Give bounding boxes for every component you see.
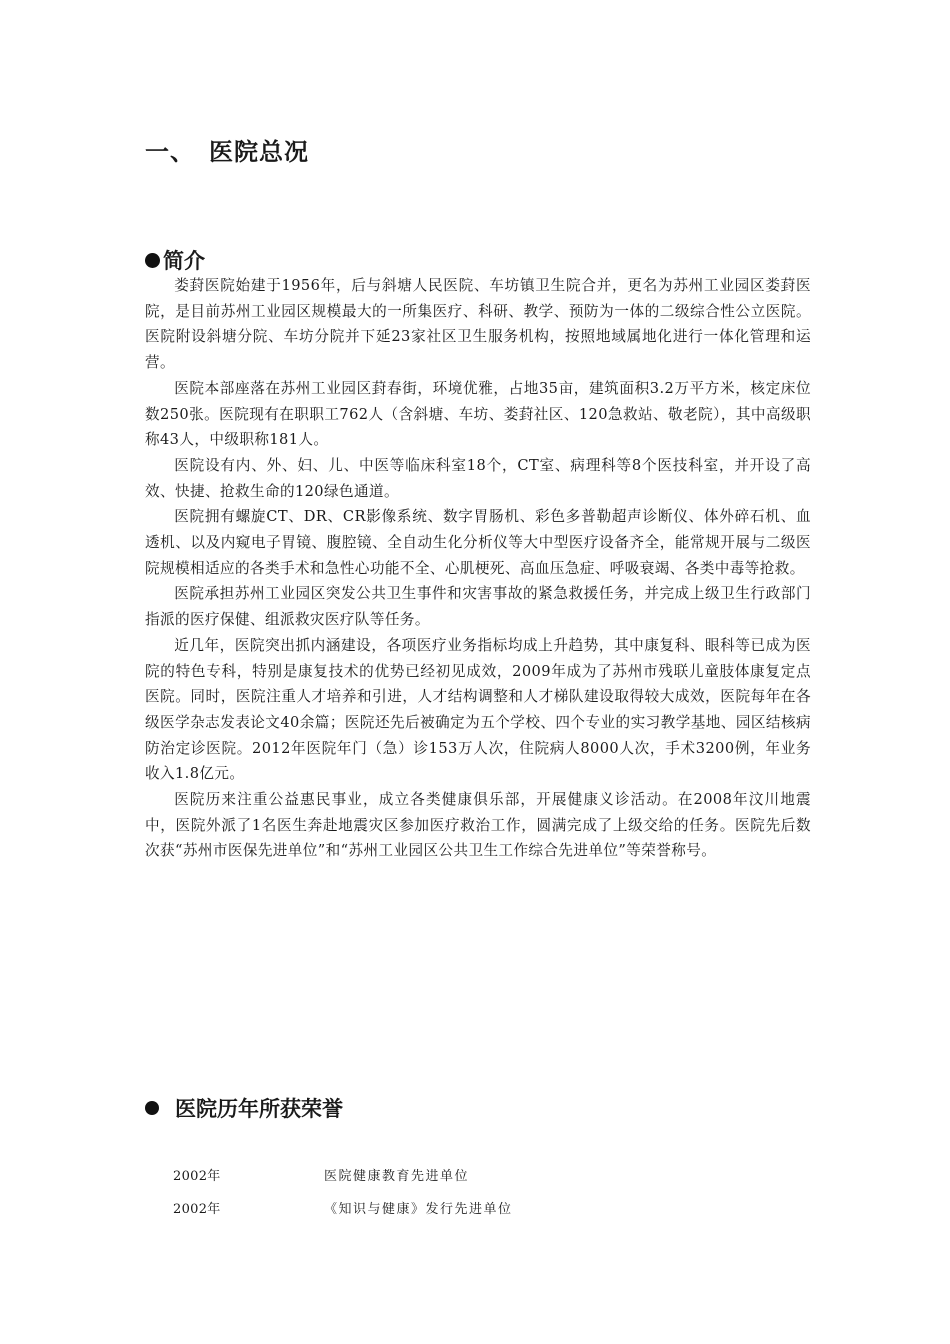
section-number: 一、 (145, 138, 195, 166)
honor-row (173, 1160, 813, 1193)
section-title (145, 136, 309, 168)
intro-paragraph: 医院历来注重公益惠民事业，成立各类健康俱乐部，开展健康义诊活动。在2008年汶川地震中，医院外派了1名医生奔赴地震灾区参加医疗救治工作，圆满完成了上级交给的任务。医院先后数次获“苏州市医保先进单位”和“苏州工业园区公共卫生工作综合先进单位”等荣誉称号。 (145, 791, 811, 860)
honors-list (173, 1160, 813, 1226)
section-title-text: 医院总况 (209, 138, 309, 166)
intro-paragraph: 医院承担苏州工业园区突发公共卫生事件和灾害事故的紧急救援任务，并完成上级卫生行政部门指派的医疗保健、组派救灾医疗队等任务。 (145, 585, 811, 629)
honor-year: 2002年 (173, 1169, 221, 1184)
intro-paragraph: 近几年，医院突出抓内涵建设，各项医疗业务指标均成上升趋势，其中康复科、眼科等已成为医院的特色专科，特别是康复技术的优势已经初见成效，2009年成为了苏州市残联儿童肢体康复定点医院。同时，医院注重人才培养和引进，人才结构调整和人才梯队建设取得较大成效，医院每年在各级医学杂志发表论文40余篇；医院还先后被确定为五个学校、四个专业的实习教学基地、园区结核病防治定诊医院。2012年医院年门（急）诊153万人次，住院病人8000人次，手术3200例，年业务收入1.8亿元。 (145, 636, 811, 783)
intro-paragraph: 娄葑医院始建于1956年，后与斜塘人民医院、车坊镇卫生院合并，更名为苏州工业园区娄葑医院，是目前苏州工业园区规模最大的一所集医疗、科研、教学、预防为一体的二级综合性公立医院。医院附设斜塘分院、车坊分院并下延23家社区卫生服务机构，按照地域属地化进行一体化管理和运营。 (145, 277, 811, 372)
intro-heading-text: 简介 (163, 249, 205, 273)
intro-paragraph: 医院本部座落在苏州工业园区葑春街，环境优雅，占地35亩，建筑面积3.2万平方米，核定床位数250张。医院现有在职职工762人（含斜塘、车坊、娄葑社区、120急救站、敬老院），其中高级职称43人，中级职称181人。 (145, 379, 811, 449)
honor-name: 《知识与健康》发行先进单位 (324, 1202, 513, 1217)
honor-row (173, 1193, 813, 1226)
honor-year: 2002年 (173, 1202, 221, 1217)
intro-paragraph: 医院拥有螺旋CT、DR、CR影像系统、数字胃肠机、彩色多普勒超声诊断仪、体外碎石机、血透机、以及内窥电子胃镜、腹腔镜、全自动生化分析仪等大中型医疗设备齐全，能常规开展与二级医院规模相适应的各类手术和急性心功能不全、心肌梗死、高血压急症、呼吸衰竭、各类中毒等抢救。 (145, 508, 811, 577)
honors-heading (145, 1094, 343, 1124)
intro-paragraph: 医院设有内、外、妇、儿、中医等临床科室18个，CT室、病理科等8个医技科室，并开设了高效、快捷、抢救生命的120绿色通道。 (145, 456, 811, 500)
honors-heading-text: 医院历年所获荣誉 (175, 1097, 343, 1121)
honor-name: 医院健康教育先进单位 (324, 1169, 470, 1184)
intro-body (145, 273, 811, 864)
bullet-icon (145, 253, 160, 268)
bullet-icon (145, 1101, 159, 1115)
intro-heading (145, 246, 205, 276)
